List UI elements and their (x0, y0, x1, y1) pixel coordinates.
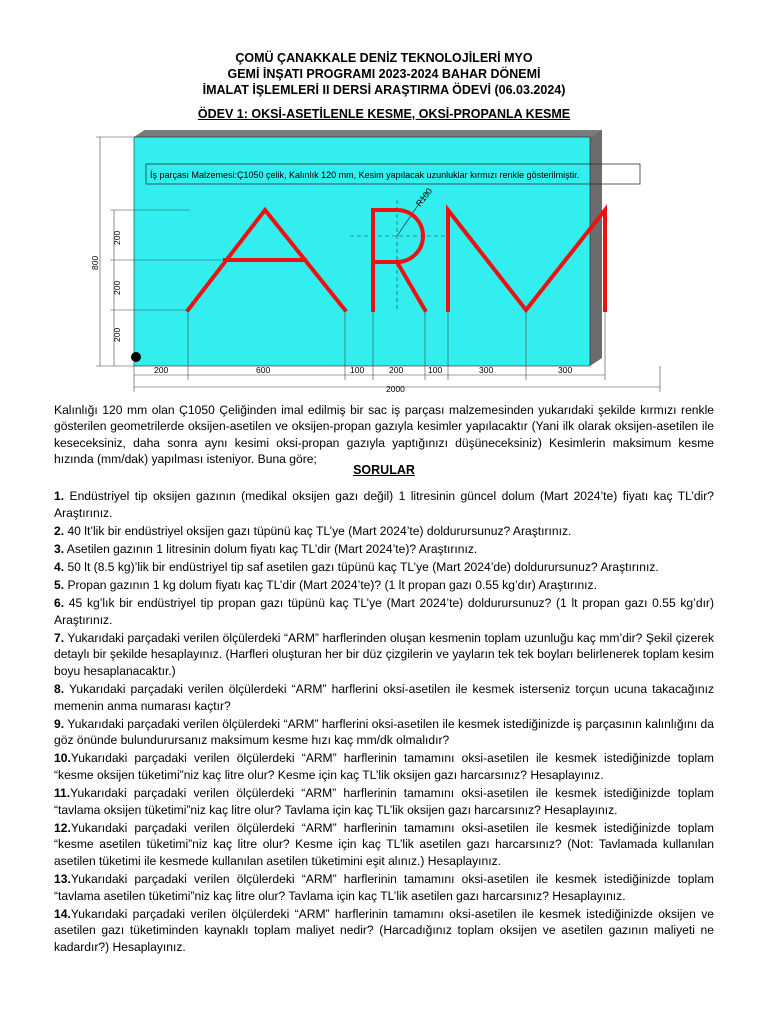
dim-width-total: 2000 (386, 384, 405, 394)
question-item (54, 716, 714, 749)
question-item (54, 523, 714, 540)
question-number: 2. (54, 523, 65, 538)
document-header (0, 50, 768, 122)
header-institution: ÇOMÜ ÇANAKKALE DENİZ TEKNOLOJİLERİ MYO (235, 51, 533, 65)
question-item (54, 681, 714, 714)
plate-top-face (134, 130, 602, 137)
header-course: İMALAT İŞLEMLERİ II DERSİ ARAŞTIRMA ÖDEVİ (06.03.2024) (202, 83, 566, 97)
question-item (54, 595, 714, 628)
question-number: 7. (54, 630, 65, 645)
question-number: 9. (54, 716, 65, 731)
dim-width-6: 300 (479, 365, 494, 375)
dim-height-total: 800 (90, 255, 100, 270)
question-text: Yukarıdaki parçadaki verilen ölçülerdeki “ARM” harflerinden oluşan kesmenin toplam uzunluğu kaç mm’dir? Şekil çizerek detaylı bir şekilde hesaplayınız. (Harfleri oluşturan her bir düz çizgilerin ve yayların tek tek boyları belirlenerek toplam kesim boyu hesaplanacaktır.) (54, 630, 714, 678)
radius-label: R100 (413, 186, 435, 209)
question-text: 40 lt’lik bir endüstriyel oksijen gazı tüpünü kaç TL’ye (Mart 2024’te) doldurursunuz? Araştırınız. (64, 523, 572, 538)
header-program: GEMİ İNŞATI PROGRAMI 2023-2024 BAHAR DÖNEMİ (227, 67, 541, 81)
question-number: 14. (54, 906, 71, 921)
assignment-title: ÖDEV 1: OKSİ-ASETİLENLE KESME, OKSİ-PROPANLA KESME (197, 107, 571, 121)
dim-width-4: 200 (389, 365, 404, 375)
question-item (54, 871, 714, 904)
question-number: 8. (54, 682, 65, 697)
question-text: Yukarıdaki parçadaki verilen ölçülerdeki “ARM” harflerinin tamamını oksi-asetilen ile kesmek istediğinizde toplam “tavlama asetilen tüketimi”niz kaç litre olur? Tavlama için kaç TL’lik asetilen gazı harcarsınız? Hesaplayınız. (54, 872, 714, 903)
question-text: Yukarıdaki parçadaki verilen ölçülerdeki “ARM” harflerinin tamamını oksi-asetilen ile kesmek istediğinizde toplam “kesme asetilen tüketimi”niz kaç litre olur? Kesme için kaç TL’lik asetilen gazı harcarsınız? (Not: Tavlamada kullanılan asetilen tüketimi ile kesmede kullanılan asetilen tüketimini eşit alınız.) Hesaplayınız. (54, 820, 714, 868)
question-item (54, 541, 714, 558)
question-number: 11. (54, 786, 71, 801)
question-number: 3. (54, 541, 65, 556)
intro-paragraph: Kalınlığı 120 mm olan Ç1050 Çeliğinden imal edilmiş bir sac iş parçası malzemesinden yukarıdaki şekilde kırmızı renkle gösterilen geometrilerde oksijen-asetilen ve oksijen-propan gazıyla kesimler yapılacaktır (Yani ilk olarak oksijen-asetilen ile keseceksiniz, daha sonra aynı kesimi oksi-propan gazıyla yaptığınızı düşüneceksiniz) Kesimlerin maksimum kesme hızında (mm/dak) yapılması isteniyor. Buna göre; (54, 403, 714, 467)
question-item (54, 630, 714, 680)
question-item (54, 785, 714, 818)
question-item (54, 488, 714, 521)
question-number: 13. (54, 872, 71, 887)
dim-height-middle: 200 (112, 280, 122, 295)
question-number: 4. (54, 559, 65, 574)
question-item (54, 750, 714, 783)
question-number: 12. (54, 820, 71, 835)
origin-marker (131, 352, 141, 362)
dim-width-3: 100 (350, 365, 365, 375)
dim-width-7: 300 (558, 365, 573, 375)
question-text: Yukarıdaki parçadaki verilen ölçülerdeki “ARM” harflerini oksi-asetilen ile kesmek isterseniz torçun ucuna takacağınız memenin anma numarası kaçtır? (54, 682, 714, 713)
dim-width-5: 100 (428, 365, 443, 375)
technical-drawing (70, 130, 670, 398)
question-text: Yukarıdaki parçadaki verilen ölçülerdeki “ARM” harflerini oksi-asetilen ile kesmek istediğinizde iş parçasının kalınlığını da göz önünde bulundurursanız maksimum kesme hızı kaç mm/dk olmalıdır? (54, 716, 714, 748)
question-text: 50 lt (8.5 kg)’lik bir endüstriyel tip saf asetilen gazı tüpünü kaç TL’ye (Mart 2024’de) doldurursunuz? Araştırınız. (64, 559, 659, 574)
dim-height-lower: 200 (112, 327, 122, 342)
question-number: 1. (54, 489, 65, 503)
questions-list (54, 488, 714, 957)
question-number: 5. (54, 577, 65, 592)
question-text: Propan gazının 1 kg dolum fiyatı kaç TL’dir (Mart 2024’te)? (1 lt propan gazı 0.55 kg’dır) Araştırınız. (64, 577, 597, 592)
figure-note: İş parçası Malzemesi:Ç1050 çelik, Kalınlık 120 mm, Kesim yapılacak uzunluklar kırmızı renkle gösterilmiştir. (150, 170, 580, 180)
question-text: Endüstriyel tip oksijen gazının (medikal oksijen gazı değil) 1 litresinin güncel dolum (Mart 2024’te) fiyatı kaç TL’dir? Araştırınız. (54, 489, 714, 520)
question-number: 6. (54, 596, 65, 611)
question-item (54, 559, 714, 576)
question-item (54, 906, 714, 956)
questions-title: SORULAR (353, 463, 415, 477)
question-item (54, 820, 714, 870)
question-text: 45 kg’lık bir endüstriyel tip propan gazı tüpünü kaç TL’ye (Mart 2024’te) doldurursunuz? (1 lt propan gazı 0.55 kg’dır) Araştırınız. (54, 596, 714, 627)
question-text: Yukarıdaki parçadaki verilen ölçülerdeki “ARM” harflerinin tamamını oksi-asetilen ile kesmek istediğinizde oksijen ve asetilen gazı tüketiminden kaynaklı toplam maliyet nedir? (Harcadığınız toplam oksijen ve asetilen gazının maliyeti ne kadardır?) Hesaplayınız. (54, 906, 714, 954)
dim-height-upper: 200 (112, 230, 122, 245)
question-item (54, 577, 714, 594)
question-text: Asetilen gazının 1 litresinin dolum fiyatı kaç TL’dir (Mart 2024’te)? Araştırınız. (64, 541, 478, 556)
question-text: Yukarıdaki parçadaki verilen ölçülerdeki “ARM” harflerinin tamamını oksi-asetilen ile kesmek istediğinizde toplam “tavlama oksijen tüketimi”niz kaç litre olur? Tavlama için kaç TL’lik oksijen gazı harcarsınız? Hesaplayınız. (54, 786, 714, 817)
dim-width-2: 600 (256, 365, 271, 375)
question-text: Yukarıdaki parçadaki verilen ölçülerdeki “ARM” harflerinin tamamını oksi-asetilen ile kesmek istediğinizde toplam “kesme oksijen tüketimi”niz kaç litre olur? Kesme için kaç TL’lik oksijen gazı harcarsınız? Hesaplayınız. (54, 751, 714, 782)
question-number: 10. (54, 751, 71, 766)
dim-width-1: 200 (154, 365, 169, 375)
